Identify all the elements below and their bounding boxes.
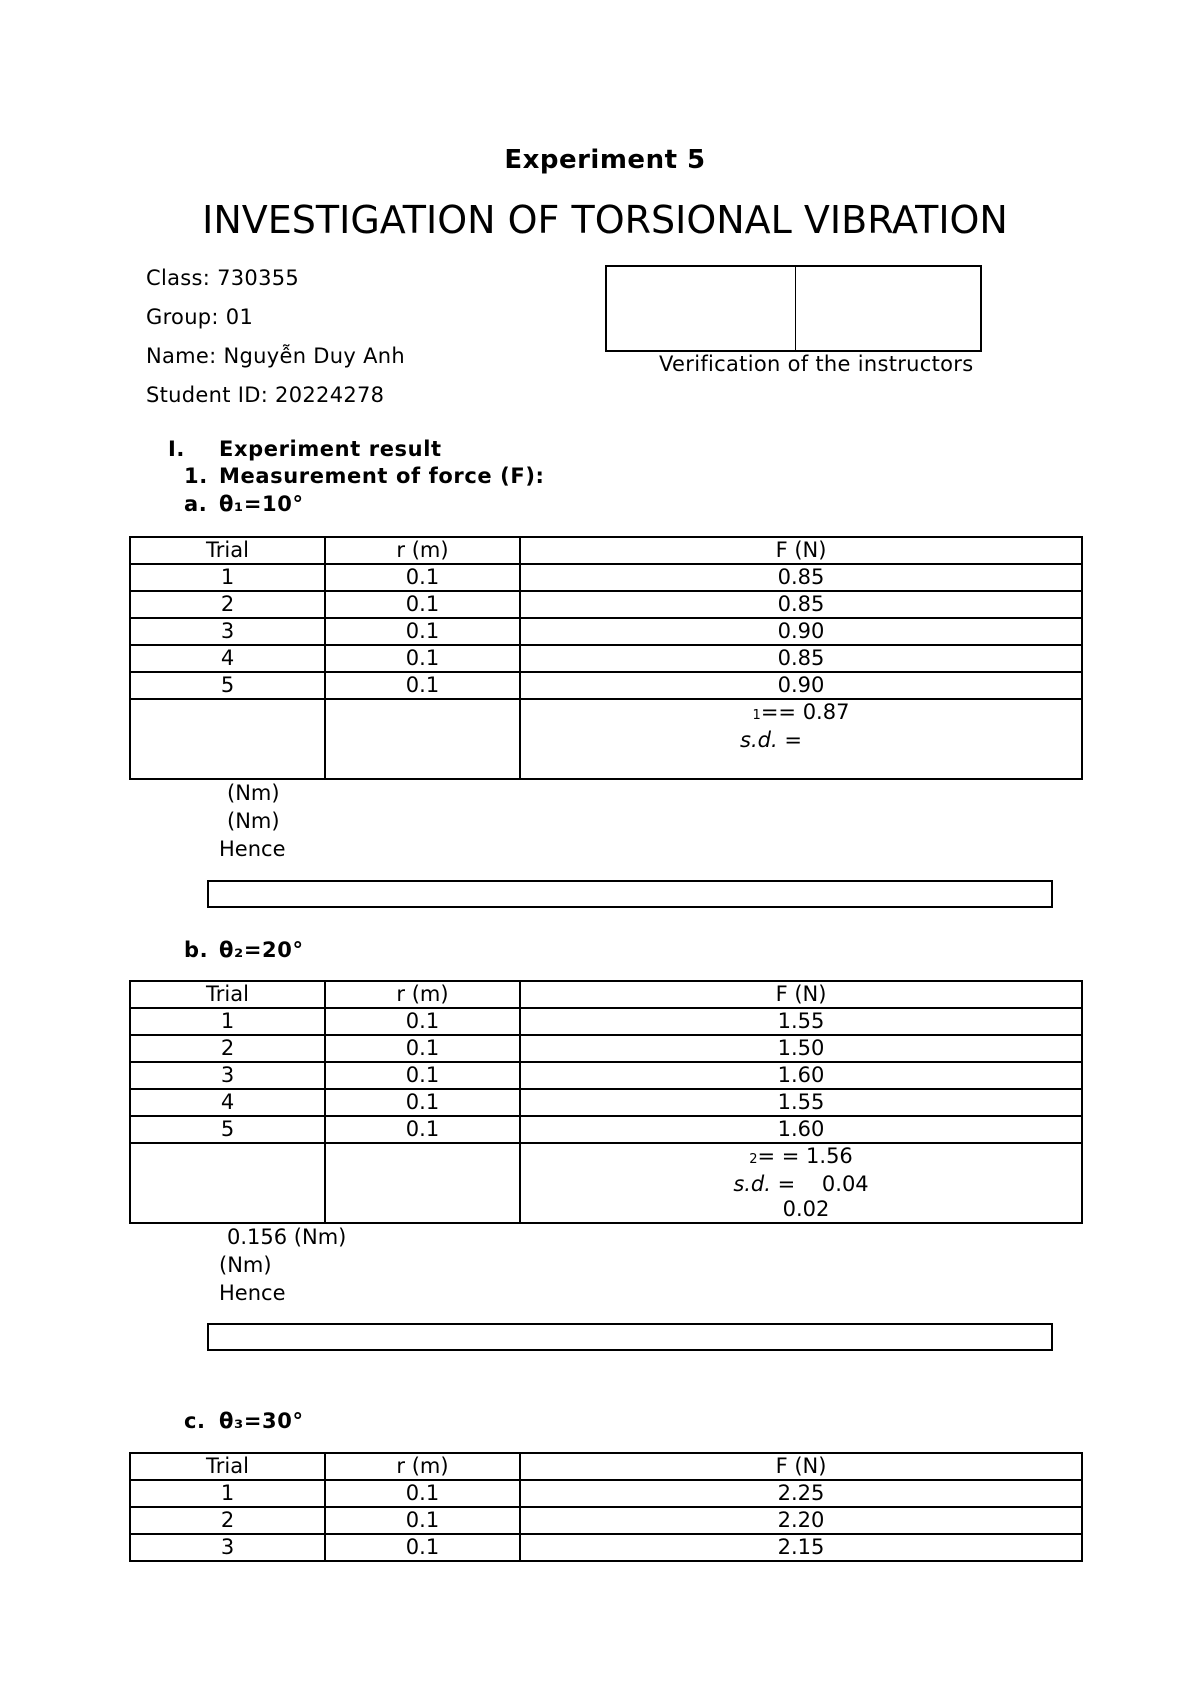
table-header-row	[130, 1453, 1082, 1480]
r-cell: 0.1	[325, 1116, 520, 1143]
verification-label: Verification of the instructors	[659, 352, 974, 376]
subsection-number: 1.	[184, 464, 208, 488]
r-cell: 0.1	[325, 672, 520, 699]
trial-cell: 2	[130, 1507, 325, 1534]
student-id-line: Student ID: 20224278	[146, 383, 385, 407]
torque-line-1: (Nm)	[227, 781, 280, 805]
class-line: Class: 730355	[146, 266, 300, 290]
trial-cell: 5	[130, 672, 325, 699]
f-cell: 0.90	[520, 618, 1082, 645]
section-number: I.	[168, 437, 185, 461]
result-box-b	[207, 1323, 1053, 1351]
verification-divider	[795, 267, 796, 350]
r-cell: 0.1	[325, 1062, 520, 1089]
mean-subscript: 2	[749, 1152, 758, 1167]
verification-box	[605, 265, 982, 352]
f-cell: 1.50	[520, 1035, 1082, 1062]
subsection-title: Measurement of force (F):	[219, 464, 545, 488]
f-cell: 1.55	[520, 1008, 1082, 1035]
hence-label: Hence	[219, 837, 286, 861]
part-a-letter: a.	[184, 492, 208, 516]
table-row	[130, 591, 1082, 618]
page-title: INVESTIGATION OF TORSIONAL VIBRATION	[202, 198, 1008, 242]
f-cell: 1.60	[520, 1062, 1082, 1089]
part-a-heading	[184, 492, 484, 520]
table-header-row	[130, 981, 1082, 1008]
mean-value: == 0.87	[760, 700, 850, 724]
summary-row	[130, 699, 1082, 779]
f-cell: 0.85	[520, 564, 1082, 591]
trial-cell: 1	[130, 1480, 325, 1507]
summary-row	[130, 1143, 1082, 1223]
result-box-a	[207, 880, 1053, 908]
mean-value: = = 1.56	[757, 1144, 853, 1168]
group-line: Group: 01	[146, 305, 254, 329]
name-line: Name: Nguyễn Duy Anh	[146, 344, 405, 368]
table-row	[130, 618, 1082, 645]
summary-cell	[520, 699, 1082, 779]
r-cell: 0.1	[325, 1089, 520, 1116]
table-row	[130, 1062, 1082, 1089]
summary-empty-cell	[325, 1143, 520, 1223]
force-table-b	[129, 980, 1083, 1224]
trial-cell: 3	[130, 1062, 325, 1089]
torque-line-2: (Nm)	[227, 809, 280, 833]
part-a-angle: θ₁=10°	[219, 492, 304, 516]
hence-label: Hence	[219, 1281, 286, 1305]
part-c-letter: c.	[184, 1409, 206, 1433]
section-title: Experiment result	[219, 437, 442, 461]
header-r: r (m)	[325, 537, 520, 564]
r-cell: 0.1	[325, 645, 520, 672]
mean-subscript: 1	[752, 708, 761, 723]
f-cell: 2.20	[520, 1507, 1082, 1534]
table-header-row	[130, 537, 1082, 564]
table-row	[130, 1507, 1082, 1534]
r-cell: 0.1	[325, 1507, 520, 1534]
header-f: F (N)	[520, 1453, 1082, 1480]
header-r: r (m)	[325, 981, 520, 1008]
header-r: r (m)	[325, 1453, 520, 1480]
trial-cell: 2	[130, 591, 325, 618]
trial-cell: 4	[130, 1089, 325, 1116]
trial-cell: 4	[130, 645, 325, 672]
header-f: F (N)	[520, 981, 1082, 1008]
f-cell: 1.60	[520, 1116, 1082, 1143]
r-cell: 0.1	[325, 1480, 520, 1507]
r-cell: 0.1	[325, 1534, 520, 1561]
table-row	[130, 1035, 1082, 1062]
header-trial: Trial	[130, 1453, 325, 1480]
f-cell: 0.90	[520, 672, 1082, 699]
trial-cell: 3	[130, 1534, 325, 1561]
header-f: F (N)	[520, 537, 1082, 564]
table-row	[130, 645, 1082, 672]
f-cell: 0.85	[520, 591, 1082, 618]
table-row	[130, 1534, 1082, 1561]
section-heading-roman	[168, 437, 568, 465]
table-row	[130, 564, 1082, 591]
trial-cell: 3	[130, 618, 325, 645]
f-cell: 1.55	[520, 1089, 1082, 1116]
torque-line-1: 0.156 (Nm)	[227, 1225, 347, 1249]
sd-label: s.d.	[740, 728, 778, 752]
summary-empty-cell	[325, 699, 520, 779]
sd-label: s.d.	[733, 1172, 771, 1196]
r-cell: 0.1	[325, 1035, 520, 1062]
trial-cell: 1	[130, 1008, 325, 1035]
part-b-angle: θ₂=20°	[219, 938, 304, 962]
f-cell: 2.25	[520, 1480, 1082, 1507]
part-c-angle: θ₃=30°	[219, 1409, 304, 1433]
table-row	[130, 1089, 1082, 1116]
summary-cell	[520, 1143, 1082, 1223]
table-row	[130, 1116, 1082, 1143]
r-cell: 0.1	[325, 1008, 520, 1035]
header-trial: Trial	[130, 981, 325, 1008]
summary-empty-cell	[130, 1143, 325, 1223]
trial-cell: 1	[130, 564, 325, 591]
header-trial: Trial	[130, 537, 325, 564]
sd-value: = 0.04	[770, 1172, 869, 1196]
part-c-heading	[184, 1409, 484, 1437]
table-row	[130, 1008, 1082, 1035]
subsection-heading	[184, 464, 684, 492]
experiment-number: Experiment 5	[504, 145, 706, 175]
f-cell: 0.85	[520, 645, 1082, 672]
force-table-c	[129, 1452, 1083, 1562]
r-cell: 0.1	[325, 564, 520, 591]
r-cell: 0.1	[325, 618, 520, 645]
force-table-a	[129, 536, 1083, 780]
f-cell: 2.15	[520, 1534, 1082, 1561]
torque-line-2: (Nm)	[219, 1253, 272, 1277]
trial-cell: 5	[130, 1116, 325, 1143]
table-row	[130, 672, 1082, 699]
trial-cell: 2	[130, 1035, 325, 1062]
r-cell: 0.1	[325, 591, 520, 618]
summary-empty-cell	[130, 699, 325, 779]
part-b-letter: b.	[184, 938, 209, 962]
part-b-heading	[184, 938, 484, 966]
sd-value: =	[777, 728, 802, 752]
table-row	[130, 1480, 1082, 1507]
uncertainty-value: 0.02	[782, 1197, 830, 1221]
